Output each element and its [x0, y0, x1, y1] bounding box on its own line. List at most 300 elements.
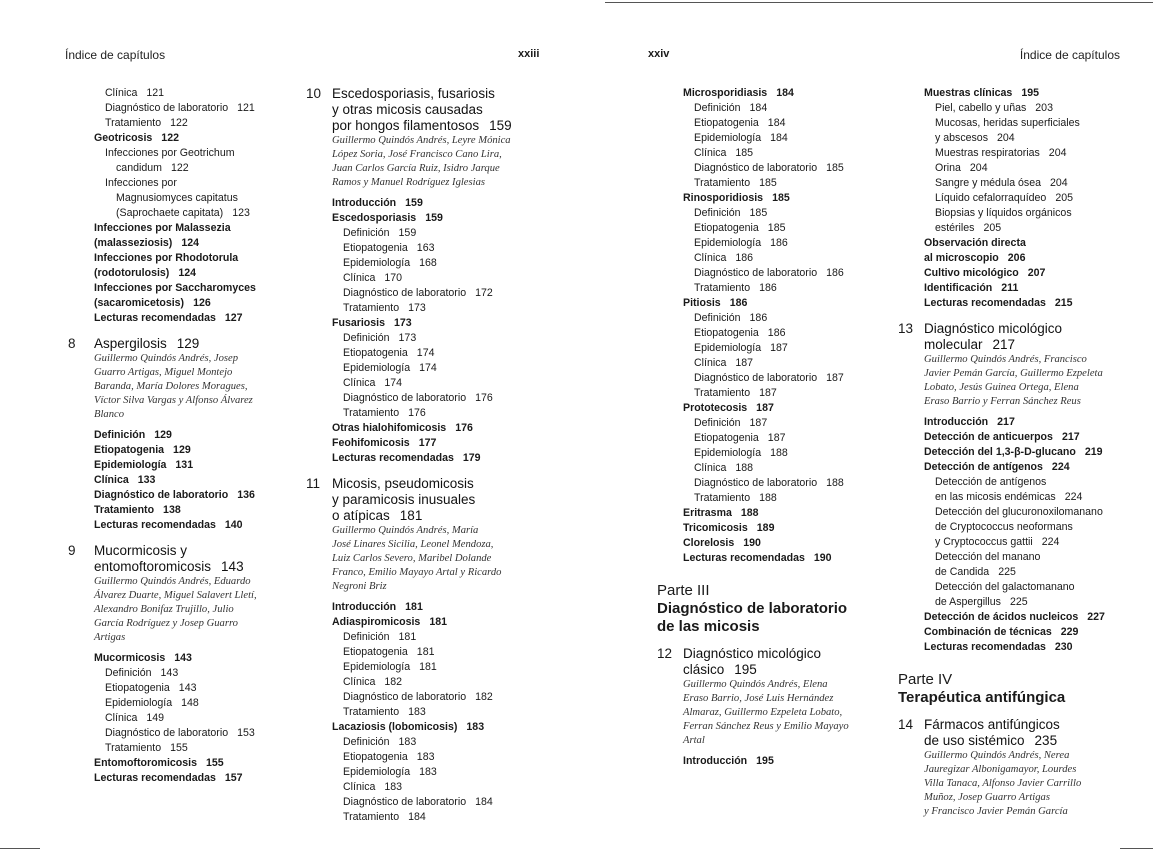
toc-entry — [332, 271, 556, 286]
entry-page: 224 — [1041, 536, 1060, 548]
toc-entry — [94, 428, 298, 443]
entry-title: Clorelosis — [683, 537, 735, 549]
entry-title: Detección de ácidos nucleicos — [924, 611, 1079, 623]
toc-entry — [332, 630, 556, 645]
entry-title: al microscopio — [924, 252, 999, 264]
entry-page: 185 — [749, 207, 768, 219]
entry-title: Clínica — [343, 781, 376, 793]
toc-entry — [898, 101, 1148, 116]
entry-page: 230 — [1054, 641, 1073, 653]
continued-entries — [898, 86, 1148, 311]
chapter-title-line — [924, 733, 1148, 749]
entry-title: Escedosporiasis — [332, 212, 417, 224]
toc-entry — [94, 651, 298, 666]
entry-title: Otras hialohifomicosis — [332, 422, 447, 434]
entry-page: 168 — [419, 257, 437, 269]
entry-page: 181 — [419, 661, 437, 673]
chapter-authors-line: Juan Carlos García Ruiz, Isidro Jarque — [332, 163, 500, 174]
toc-entry — [924, 430, 1148, 445]
entry-title: Etiopatogenia — [343, 242, 408, 254]
toc-entry — [924, 460, 1148, 475]
toc-entry — [898, 251, 1148, 266]
toc-entry — [657, 131, 892, 146]
entry-page: 207 — [1027, 267, 1046, 279]
entry-page: 185 — [767, 222, 786, 234]
entry-page: 126 — [193, 297, 211, 309]
toc-entry — [332, 241, 556, 256]
entry-title: Tratamiento — [694, 282, 751, 294]
entry-title: Epidemiología — [343, 766, 411, 778]
toc-entry — [332, 331, 556, 346]
chapter-title-line — [683, 646, 892, 662]
chapter-authors-line: Ramos y Manuel Rodríguez Iglesias — [332, 177, 485, 188]
entry-title: Fusariosis — [332, 317, 385, 329]
entry-title: Epidemiología — [105, 697, 173, 709]
chapter-10 — [306, 86, 556, 466]
toc-entry — [332, 735, 556, 750]
chapter-number: 11 — [306, 476, 321, 491]
entry-page: 205 — [1055, 192, 1074, 204]
toc-entry — [94, 741, 298, 756]
entry-page: 143 — [178, 682, 197, 694]
entry-title: Diagnóstico de laboratorio — [343, 796, 467, 808]
chapter-authors-line: Franco, Emilio Mayayo Artal y Ricardo — [332, 567, 502, 578]
entry-title: (malasseziosis) — [94, 237, 173, 249]
toc-entry — [657, 431, 892, 446]
toc-entry — [924, 490, 1148, 505]
toc-entry — [898, 296, 1148, 311]
entry-title: Etiopatogenia — [694, 222, 759, 234]
chapter-authors-line: Guillermo Quindós Andrés, Nerea — [924, 750, 1070, 761]
chapter-title-text: de uso sistémico — [924, 733, 1025, 748]
entry-page: 219 — [1084, 446, 1103, 458]
toc-entry — [657, 326, 892, 341]
entry-page: 186 — [749, 312, 768, 324]
bottom-edge-rule-right — [1120, 848, 1153, 849]
entry-page: 181 — [429, 616, 447, 628]
toc-entry — [332, 196, 556, 211]
entry-page: 184 — [767, 117, 786, 129]
chapter-11 — [306, 476, 556, 825]
toc-entry — [657, 281, 892, 296]
entry-title: de Aspergillus — [935, 596, 1001, 608]
entry-title: (Saprochaete capitata) — [116, 207, 224, 219]
entry-page: 204 — [1048, 147, 1067, 159]
toc-entry — [332, 301, 556, 316]
entry-page: 186 — [759, 282, 777, 294]
entry-page: 133 — [137, 474, 156, 486]
entry-page: 195 — [1021, 87, 1040, 99]
entry-title: Detección de antígenos — [924, 461, 1043, 473]
bottom-edge-rule-left — [0, 848, 40, 849]
chapter-authors-line: Almaraz, Guillermo Ezpeleta Lobato, — [683, 707, 843, 718]
entry-title: Epidemiología — [343, 661, 411, 673]
chapter-title-text: o atípicas — [332, 508, 390, 523]
left-page-number: xxiii — [518, 48, 540, 60]
entry-page: 187 — [756, 402, 774, 414]
toc-entry — [68, 296, 298, 311]
continued-entries — [68, 86, 298, 326]
part-title: Diagnóstico de laboratorio — [657, 600, 848, 617]
entry-page: 174 — [419, 362, 437, 374]
entry-title: Etiopatogenia — [694, 117, 759, 129]
entry-page: 159 — [425, 212, 443, 224]
chapter-title-line — [332, 86, 556, 102]
toc-entry — [332, 705, 556, 720]
toc-entry — [657, 356, 892, 371]
chapter-authors-line: Guillermo Quindós Andrés, Eduardo — [94, 576, 251, 587]
entry-title: Mucosas, heridas superficiales — [935, 117, 1080, 129]
entry-title: Geotricosis — [94, 132, 153, 144]
chapter-authors-line: Eraso Barrio y Ferran Sánchez Reus — [924, 396, 1081, 407]
entry-title: Muestras respiratorias — [935, 147, 1040, 159]
chapter-title-line — [924, 337, 1148, 353]
entry-title: Lecturas recomendadas — [683, 552, 805, 564]
toc-entry — [657, 161, 892, 176]
entry-page: 140 — [224, 519, 243, 531]
chapter-page: 181 — [399, 508, 423, 523]
toc-entry — [898, 266, 1148, 281]
entry-page: 143 — [160, 667, 179, 679]
chapter-title-text: Escedosporiasis, fusariosis — [332, 86, 495, 101]
toc-entry — [924, 610, 1148, 625]
chapter-authors-line: Ferran Sánchez Reus y Emilio Mayayo — [683, 721, 849, 732]
toc-entry — [898, 176, 1148, 191]
chapter-8 — [68, 336, 298, 533]
entry-title: Tratamiento — [694, 177, 751, 189]
entry-page: 206 — [1007, 252, 1026, 264]
entry-title: Introducción — [332, 601, 397, 613]
entry-title: Definición — [694, 102, 741, 114]
entry-page: 181 — [398, 631, 417, 643]
entry-page: 204 — [969, 162, 988, 174]
toc-entry — [898, 161, 1148, 176]
toc-entry — [657, 341, 892, 356]
entry-title: Tratamiento — [94, 504, 155, 516]
entry-title: Diagnóstico de laboratorio — [343, 287, 467, 299]
entry-title: Tratamiento — [343, 811, 400, 823]
entry-title: Clínica — [694, 147, 727, 159]
chapter-number: 10 — [306, 86, 322, 101]
entry-title: Identificación — [924, 282, 993, 294]
entry-page: 181 — [405, 601, 423, 613]
entry-page: 173 — [408, 302, 426, 314]
toc-entry — [657, 191, 892, 206]
entry-page: 225 — [1009, 596, 1028, 608]
entry-title: Detección de antígenos — [935, 476, 1047, 488]
entry-page: 143 — [174, 652, 192, 664]
entry-page: 127 — [224, 312, 243, 324]
entry-title: Definición — [343, 332, 390, 344]
toc-entry — [332, 795, 556, 810]
entry-title: Epidemiología — [694, 237, 762, 249]
toc-entry — [657, 236, 892, 251]
entry-title: estériles — [935, 222, 975, 234]
toc-entry — [68, 191, 298, 206]
entry-page: 183 — [419, 766, 437, 778]
entry-page: 187 — [759, 387, 777, 399]
chapter-title-line — [924, 321, 1148, 337]
toc-entry — [68, 146, 298, 161]
entry-page: 122 — [161, 132, 179, 144]
entry-title: Rinosporidiosis — [683, 192, 764, 204]
entry-page: 157 — [224, 772, 243, 784]
toc-entry — [924, 625, 1148, 640]
entry-title: Tratamiento — [343, 407, 400, 419]
entry-page: 173 — [398, 332, 417, 344]
toc-entry — [657, 86, 892, 101]
chapter-title-text: Diagnóstico micológico — [924, 321, 1063, 336]
entry-title: Definición — [343, 631, 390, 643]
part-title: de las micosis — [657, 618, 760, 635]
entry-title: Lecturas recomendadas — [94, 519, 216, 531]
toc-entry — [68, 236, 298, 251]
entry-page: 184 — [770, 132, 788, 144]
entry-page: 190 — [813, 552, 832, 564]
toc-entry — [94, 458, 298, 473]
chapter-authors-line: y Francisco Javier Pemán García — [924, 806, 1068, 817]
entry-title: Mucormicosis — [94, 652, 166, 664]
chapter-9 — [68, 543, 298, 786]
entry-title: Diagnóstico de laboratorio — [343, 392, 467, 404]
entry-title: Diagnóstico de laboratorio — [694, 372, 818, 384]
entry-title: (rodotorulosis) — [94, 267, 170, 279]
entry-title: Definición — [343, 736, 390, 748]
entry-title: Clínica — [694, 462, 727, 474]
entry-page: 217 — [997, 416, 1015, 428]
toc-entry — [657, 521, 892, 536]
toc-entry — [924, 550, 1148, 565]
chapter-title-line — [94, 336, 298, 352]
entry-page: 122 — [170, 117, 188, 129]
entry-page: 185 — [735, 147, 754, 159]
toc-entry — [657, 416, 892, 431]
chapter-authors-line: Álvarez Duarte, Miguel Salavert Lletí, — [94, 590, 257, 601]
toc-entry — [924, 475, 1148, 490]
toc-entry — [924, 640, 1148, 655]
toc-entry — [924, 415, 1148, 430]
chapter-title-line — [94, 559, 298, 575]
entry-title: (sacaromicetosis) — [94, 297, 185, 309]
chapter-title-text: clásico — [683, 662, 725, 677]
entry-title: Diagnóstico de laboratorio — [694, 162, 818, 174]
entry-page: 179 — [462, 452, 481, 464]
toc-entry — [898, 206, 1148, 221]
entry-page: 203 — [1035, 102, 1053, 114]
entry-title: Diagnóstico de laboratorio — [343, 691, 467, 703]
chapter-number: 9 — [68, 543, 76, 558]
entry-page: 229 — [1060, 626, 1079, 638]
entry-title: en las micosis endémicas — [935, 491, 1056, 503]
chapter-page: 195 — [734, 662, 757, 677]
chapter-authors-line: Muñoz, Josep Guarro Artigas — [924, 792, 1050, 803]
continued-entries — [657, 86, 892, 566]
chapter-authors-line: Villa Tanaca, Alfonso Javier Carrillo — [924, 778, 1082, 789]
chapter-sections — [924, 415, 1148, 655]
chapter-sections — [332, 196, 556, 466]
chapter-authors-line: Guillermo Quindós Andrés, María — [332, 525, 479, 536]
entry-page: 183 — [466, 721, 485, 733]
chapter-number: 13 — [898, 321, 914, 336]
entry-title: Pitiosis — [683, 297, 721, 309]
chapter-title-text: Micosis, pseudomicosis — [332, 476, 474, 491]
top-edge-rule — [605, 2, 1153, 3]
toc-entry — [332, 346, 556, 361]
entry-title: Definición — [694, 417, 741, 429]
toc-entry — [332, 615, 556, 630]
toc-entry — [94, 473, 298, 488]
toc-entry — [898, 146, 1148, 161]
entry-title: Etiopatogenia — [94, 444, 165, 456]
entry-title: Cultivo micológico — [924, 267, 1019, 279]
entry-title: Diagnóstico de laboratorio — [694, 267, 818, 279]
entry-page: 217 — [1061, 431, 1080, 443]
entry-title: Observación directa — [924, 237, 1026, 249]
toc-entry — [94, 518, 298, 533]
entry-page: 172 — [475, 287, 493, 299]
entry-page: 186 — [770, 237, 788, 249]
entry-title: Clínica — [343, 272, 376, 284]
toc-column-2 — [306, 86, 556, 825]
toc-entry — [68, 266, 298, 281]
entry-page: 224 — [1064, 491, 1083, 503]
chapter-page: 235 — [1034, 733, 1058, 748]
entry-page: 215 — [1054, 297, 1073, 309]
entry-title: de Candida — [935, 566, 990, 578]
entry-title: Tratamiento — [343, 302, 400, 314]
entry-page: 129 — [173, 444, 191, 456]
entry-page: 188 — [826, 477, 844, 489]
toc-entry — [332, 810, 556, 825]
entry-page: 182 — [384, 676, 403, 688]
entry-page: 121 — [146, 87, 165, 99]
chapter-authors-line: Javier Pemán García, Guillermo Ezpeleta — [924, 368, 1103, 379]
entry-page: 176 — [455, 422, 473, 434]
toc-entry — [657, 491, 892, 506]
entry-title: Infecciones por Saccharomyces — [94, 282, 256, 294]
entry-page: 186 — [735, 252, 754, 264]
toc-entry — [332, 391, 556, 406]
chapter-title-line — [94, 543, 298, 559]
chapter-title-line — [332, 492, 556, 508]
entry-title: Lacaziosis (lobomicosis) — [332, 721, 458, 733]
entry-page: 183 — [384, 781, 403, 793]
entry-title: Introducción — [332, 197, 397, 209]
chapter-13 — [898, 321, 1148, 655]
chapter-authors-line: Guillermo Quindós Andrés, Josep — [94, 353, 238, 364]
entry-title: Piel, cabello y uñas — [935, 102, 1027, 114]
chapter-authors-line: Víctor Silva Vargas y Alfonso Álvarez — [94, 395, 253, 406]
toc-entry — [657, 386, 892, 401]
entry-title: Tratamiento — [694, 492, 751, 504]
chapter-title-text: molecular — [924, 337, 983, 352]
entry-title: Adiaspiromicosis — [332, 616, 421, 628]
chapter-sections — [94, 651, 298, 786]
entry-page: 121 — [237, 102, 255, 114]
toc-entry — [68, 161, 298, 176]
entry-title: Magnusiomyces capitatus — [116, 192, 238, 204]
toc-entry — [94, 681, 298, 696]
toc-entry — [657, 506, 892, 521]
entry-page: 186 — [729, 297, 748, 309]
toc-entry — [68, 116, 298, 131]
entry-title: Epidemiología — [694, 447, 762, 459]
entry-title: Etiopatogenia — [694, 327, 759, 339]
entry-page: 153 — [237, 727, 255, 739]
toc-entry — [332, 765, 556, 780]
entry-title: Epidemiología — [694, 132, 762, 144]
toc-entry — [924, 565, 1148, 580]
toc-entry — [332, 436, 556, 451]
entry-page: 195 — [756, 755, 774, 767]
chapter-authors-line: García Rodríguez y Josep Guarro — [94, 618, 238, 629]
entry-title: Diagnóstico de laboratorio — [105, 102, 229, 114]
chapter-authors-line: Blanco — [94, 409, 125, 420]
entry-page: 183 — [416, 751, 435, 763]
chapter-authors-line: Guillermo Quindós Andrés, Elena — [683, 679, 828, 690]
entry-title: Etiopatogenia — [105, 682, 170, 694]
entry-title: Diagnóstico de laboratorio — [105, 727, 229, 739]
chapter-authors-line: Guillermo Quindós Andrés, Francisco — [924, 354, 1087, 365]
toc-entry — [332, 286, 556, 301]
chapter-authors-line: Artigas — [94, 632, 126, 643]
entry-title: Detección de anticuerpos — [924, 431, 1053, 443]
entry-title: Infecciones por Geotrichum — [105, 147, 235, 159]
entry-title: Muestras clínicas — [924, 87, 1013, 99]
entry-title: Clínica — [105, 87, 138, 99]
toc-entry — [657, 551, 892, 566]
toc-entry — [657, 251, 892, 266]
chapter-title-text: Fármacos antifúngicos — [924, 717, 1060, 732]
entry-page: 184 — [408, 811, 426, 823]
toc-entry — [657, 296, 892, 311]
chapter-sections — [94, 428, 298, 533]
toc-entry — [898, 221, 1148, 236]
chapter-authors-line: Eraso Barrio, José Luis Hernández — [683, 693, 834, 704]
entry-title: y Cryptococcus gattii — [935, 536, 1033, 548]
entry-page: 184 — [776, 87, 794, 99]
entry-page: 188 — [735, 462, 754, 474]
entry-title: Tricomicosis — [683, 522, 748, 534]
chapter-14 — [898, 717, 1148, 819]
toc-entry — [94, 696, 298, 711]
chapter-title-line — [332, 118, 556, 134]
chapter-authors-line: Alexandro Bonifaz Trujillo, Julio — [94, 604, 234, 615]
entry-page: 124 — [178, 267, 197, 279]
entry-title: Biopsias y líquidos orgánicos — [935, 207, 1072, 219]
entry-title: Lecturas recomendadas — [94, 312, 216, 324]
toc-entry — [657, 221, 892, 236]
part-label: Parte III — [657, 582, 710, 599]
right-running-header: Índice de capítulos — [1019, 48, 1120, 62]
entry-title: Definición — [694, 207, 741, 219]
toc-entry — [332, 256, 556, 271]
entry-page: 185 — [826, 162, 844, 174]
chapter-authors-line: Luiz Carlos Severo, Maribel Dolande — [332, 553, 492, 564]
toc-entry — [657, 311, 892, 326]
toc-entry — [924, 535, 1148, 550]
entry-title: Epidemiología — [694, 342, 762, 354]
entry-page: 225 — [998, 566, 1016, 578]
entry-title: Sangre y médula ósea — [935, 177, 1042, 189]
toc-entry — [68, 311, 298, 326]
chapter-title-text: Mucormicosis y — [94, 543, 188, 558]
toc-entry — [898, 281, 1148, 296]
toc-entry — [332, 675, 556, 690]
entry-page: 185 — [772, 192, 790, 204]
chapter-title-line — [332, 476, 556, 492]
chapter-title-line — [924, 717, 1148, 733]
